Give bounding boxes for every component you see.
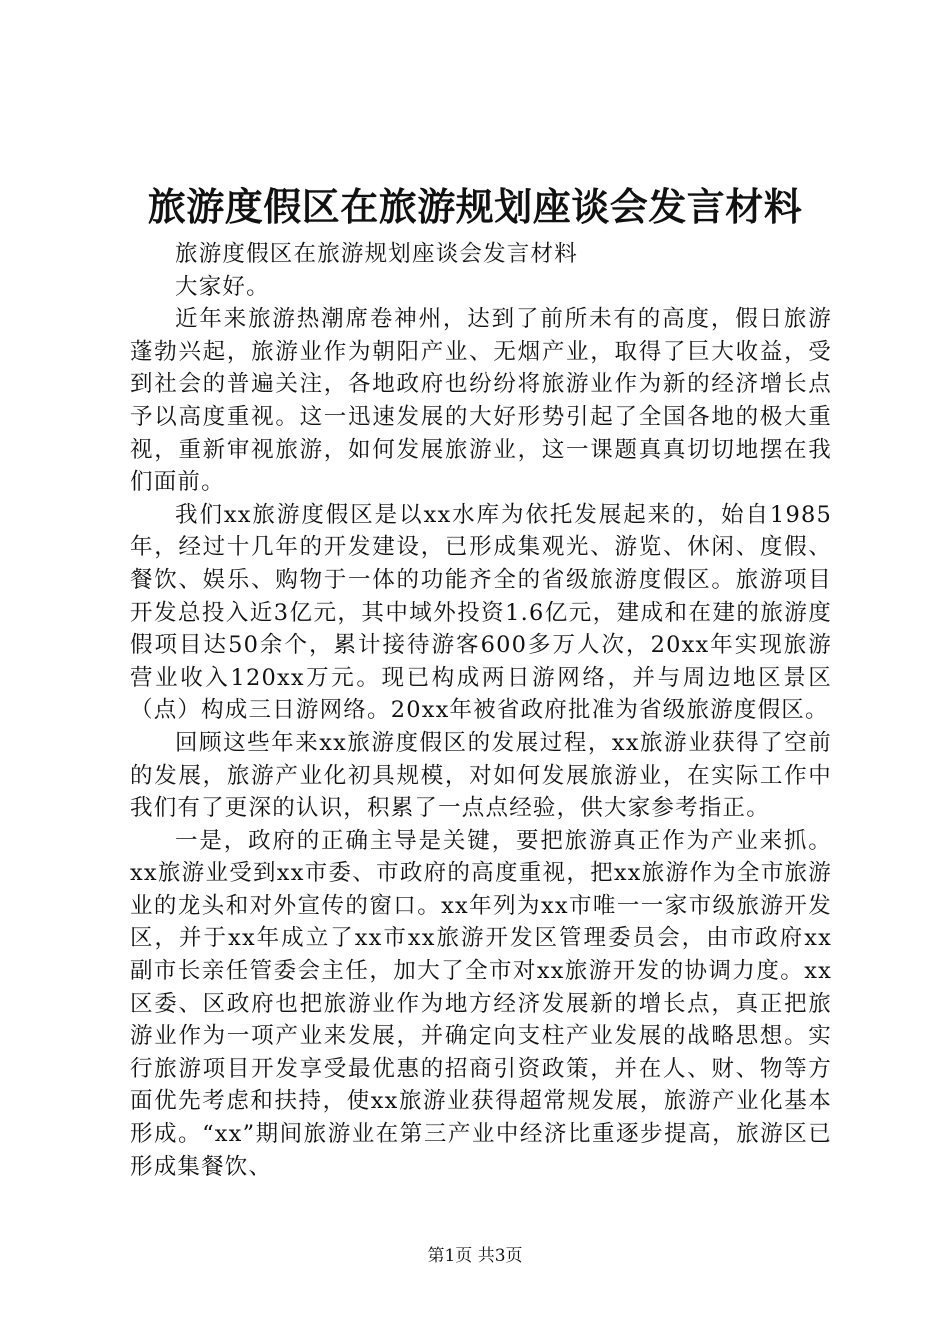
paragraph-intro: 近年来旅游热潮席卷神州，达到了前所未有的高度，假日旅游蓬勃兴起，旅游业作为朝阳产业、无烟产业，取得了巨大收益，受到社会的普遍关注，各地政府也纷纷将旅游业作为新的经济增长点予以高度重视。这一迅速发展的大好形势引起了全国各地的极大重视，重新审视旅游，如何发展旅游业，这一课题真真切切地摆在我们面前。 <box>130 306 832 496</box>
paragraph-greeting: 大家好。 <box>175 273 270 300</box>
paragraph-point-one: 一是，政府的正确主导是关键，要把旅游真正作为产业来抓。xx旅游业受到xx市委、市政府的高度重视，把xx旅游作为全市旅游业的龙头和对外宣传的窗口。xx年列为xx市唯一一家市级旅游开发区，并于xx年成立了xx市xx旅游开发区管理委员会，由市政府xx副市长亲任管委会主任，加大了全市对xx旅游开发的协调力度。xx区委、区政府也把旅游业作为地方经济发展新的增长点，真正把旅游业作为一项产业来发展，并确定向支柱产业发展的战略思想。实行旅游项目开发享受最优惠的招商引资政策，并在人、财、物等方面优先考虑和扶持，使xx旅游业获得超常规发展，旅游产业化基本形成。“xx”期间旅游业在第三产业中经济比重逐步提高，旅游区已形成集餐饮、 <box>130 827 832 1180</box>
page-footer: 第1页 共3页 <box>427 1246 523 1266</box>
paragraph-resort-overview: 我们xx旅游度假区是以xx水库为依托发展起来的，始自1985年，经过十几年的开发建设，已形成集观光、游览、休闲、度假、餐饮、娱乐、购物于一体的功能齐全的省级旅游度假区。旅游项目开发总投入近3亿元，其中域外投资1.6亿元，建成和在建的旅游度假项目达50余个，累计接待游客600多万人次，20xx年实现旅游营业收入120xx万元。现已构成两日游网络，并与周边地区景区（点）构成三日游网络。20xx年被省政府批准为省级旅游度假区。 <box>130 501 832 724</box>
paragraph-review: 回顾这些年来xx旅游度假区的发展过程，xx旅游业获得了空前的发展，旅游产业化初具规模，对如何发展旅游业，在实际工作中我们有了更深的认识，积累了一点点经验，供大家参考指正。 <box>130 729 832 822</box>
paragraph-subtitle: 旅游度假区在旅游规划座谈会发言材料 <box>175 241 578 267</box>
document-title: 旅游度假区在旅游规划座谈会发言材料 <box>147 184 803 229</box>
document-body <box>130 238 832 1183</box>
